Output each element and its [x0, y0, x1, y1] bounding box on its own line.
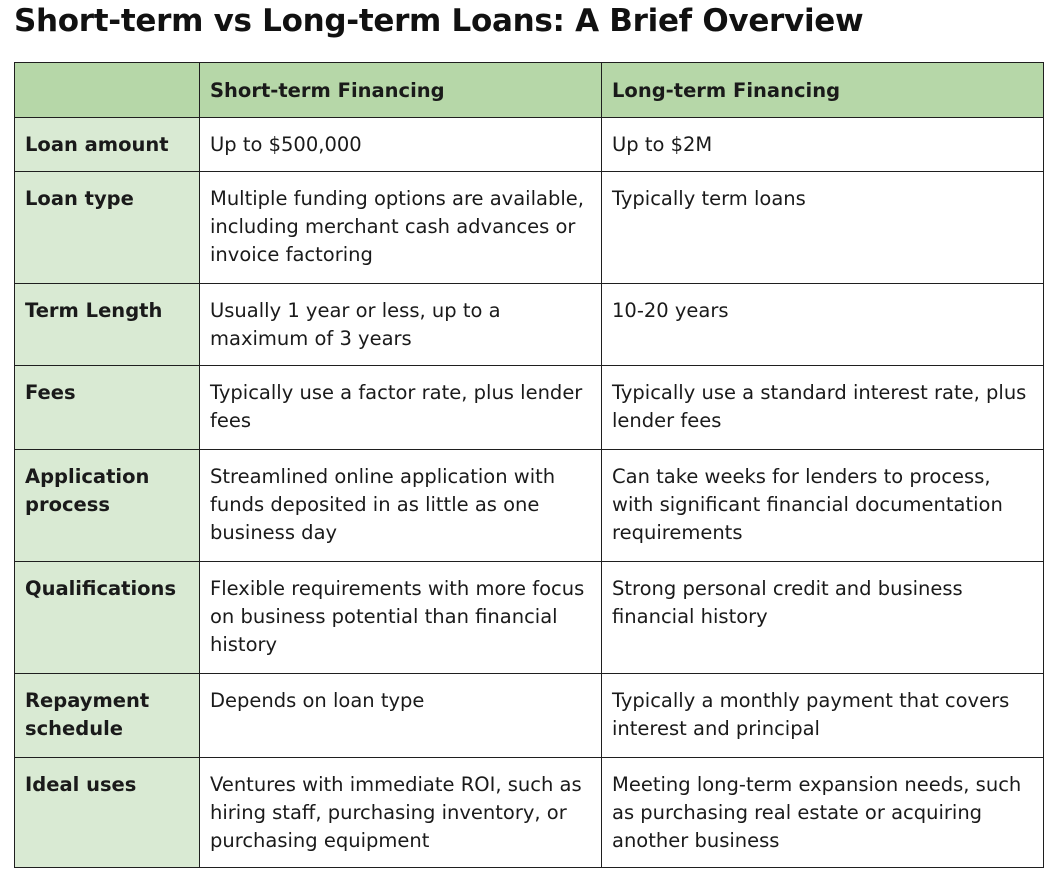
cell-long-term: Meeting long-term expansion needs, such as purchasing real estate or acquiring another business: [602, 758, 1044, 868]
row-label-fees: Fees: [15, 366, 200, 450]
table-header-row: [15, 63, 1044, 118]
cell-long-term: Up to $2M: [602, 118, 1044, 172]
cell-short-term: Multiple funding options are available, including merchant cash advances or invoice factoring: [200, 172, 602, 284]
table-row: [15, 284, 1044, 366]
cell-short-term: Flexible requirements with more focus on business potential than financial history: [200, 562, 602, 674]
row-label-repayment-schedule: Repayment schedule: [15, 674, 200, 758]
cell-short-term: Up to $500,000: [200, 118, 602, 172]
row-label-ideal-uses: Ideal uses: [15, 758, 200, 868]
cell-long-term: Strong personal credit and business financial history: [602, 562, 1044, 674]
table-row: [15, 366, 1044, 450]
header-short-term: Short-term Financing: [200, 63, 602, 118]
row-label-application-process: Application process: [15, 450, 200, 562]
cell-long-term: Can take weeks for lenders to process, with significant financial documentation requirements: [602, 450, 1044, 562]
cell-long-term: 10-20 years: [602, 284, 1044, 366]
cell-short-term: Streamlined online application with funds deposited in as little as one business day: [200, 450, 602, 562]
cell-short-term: Ventures with immediate ROI, such as hiring staff, purchasing inventory, or purchasing equipment: [200, 758, 602, 868]
row-label-loan-amount: Loan amount: [15, 118, 200, 172]
cell-short-term: Depends on loan type: [200, 674, 602, 758]
table-row: [15, 450, 1044, 562]
cell-long-term: Typically use a standard interest rate, plus lender fees: [602, 366, 1044, 450]
cell-long-term: Typically a monthly payment that covers interest and principal: [602, 674, 1044, 758]
header-corner-cell: [15, 63, 200, 118]
comparison-table: [14, 62, 1044, 868]
cell-short-term: Typically use a factor rate, plus lender fees: [200, 366, 602, 450]
row-label-qualifications: Qualifications: [15, 562, 200, 674]
row-label-loan-type: Loan type: [15, 172, 200, 284]
row-label-term-length: Term Length: [15, 284, 200, 366]
table-row: [15, 562, 1044, 674]
table-row: [15, 758, 1044, 868]
cell-short-term: Usually 1 year or less, up to a maximum of 3 years: [200, 284, 602, 366]
table-row: [15, 674, 1044, 758]
table-row: [15, 172, 1044, 284]
page-title: Short-term vs Long-term Loans: A Brief Overview: [14, 3, 864, 39]
table-row: [15, 118, 1044, 172]
cell-long-term: Typically term loans: [602, 172, 1044, 284]
header-long-term: Long-term Financing: [602, 63, 1044, 118]
